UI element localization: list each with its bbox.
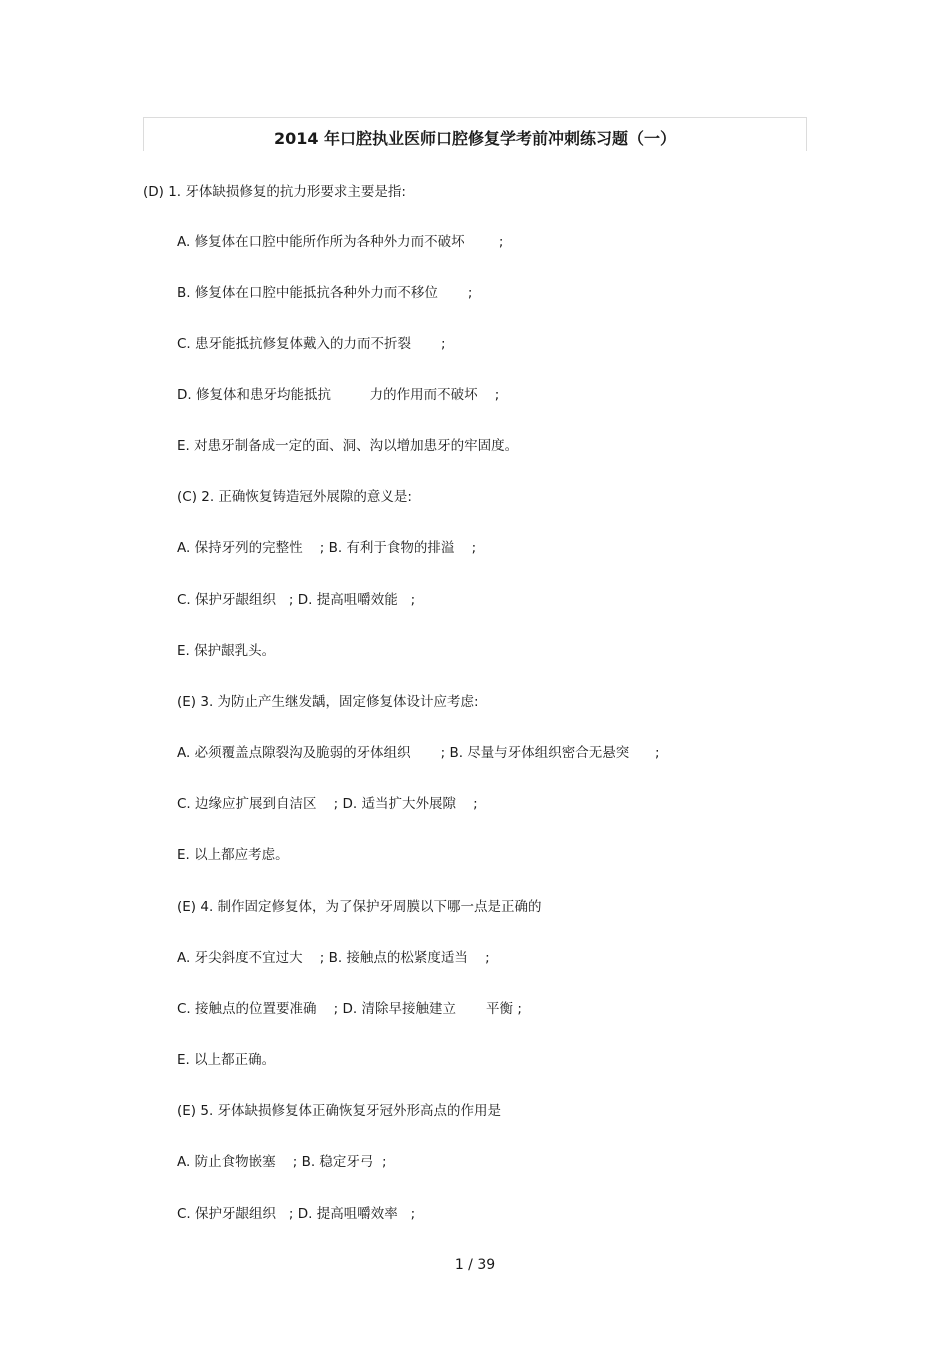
q5-options-ab: A. 防止食物嵌塞 ; B. 稳定牙弓 ; — [177, 1154, 387, 1170]
q1-option-c: C. 患牙能抵抗修复体戴入的力而不折裂 ; — [177, 336, 446, 352]
q4-option-e: E. 以上都正确。 — [177, 1052, 276, 1068]
document-title: 2014 年口腔执业医师口腔修复学考前冲刺练习题（一） — [273, 129, 677, 148]
q1-option-b: B. 修复体在口腔中能抵抗各种外力而不移位 ; — [177, 285, 473, 301]
q3-options-cd: C. 边缘应扩展到自洁区 ; D. 适当扩大外展隙 ; — [177, 796, 478, 812]
q2-option-e: E. 保护龈乳头。 — [177, 643, 276, 659]
q5-options-cd: C. 保护牙龈组织 ; D. 提高咀嚼效率 ; — [177, 1206, 416, 1222]
question-2: (C) 2. 正确恢复铸造冠外展隙的意义是: — [177, 489, 412, 505]
q1-option-d: D. 修复体和患牙均能抵抗 力的作用而不破坏 ; — [177, 387, 500, 403]
q4-options-ab: A. 牙尖斜度不宜过大 ; B. 接触点的松紧度适当 ; — [177, 950, 490, 966]
page-number: 1 / 39 — [454, 1257, 496, 1273]
question-1: (D) 1. 牙体缺损修复的抗力形要求主要是指: — [143, 184, 406, 200]
q2-options-cd: C. 保护牙龈组织 ; D. 提高咀嚼效能 ; — [177, 592, 416, 608]
q1-option-a: A. 修复体在口腔中能所作所为各种外力而不破坏 ; — [177, 234, 504, 250]
title-frame — [143, 117, 807, 151]
question-3: (E) 3. 为防止产生继发龋，固定修复体设计应考虑: — [177, 694, 479, 710]
q4-options-cd: C. 接触点的位置要准确 ; D. 清除早接触建立 平衡 ; — [177, 1001, 522, 1017]
question-4: (E) 4. 制作固定修复体，为了保护牙周膜以下哪一点是正确的 — [177, 899, 542, 915]
q1-option-e: E. 对患牙制备成一定的面、洞、沟以增加患牙的牢固度。 — [177, 438, 519, 454]
question-5: (E) 5. 牙体缺损修复体正确恢复牙冠外形高点的作用是 — [177, 1103, 502, 1119]
q3-options-ab: A. 必须覆盖点隙裂沟及脆弱的牙体组织 ; B. 尽量与牙体组织密合无悬突 ; — [177, 745, 660, 761]
q3-option-e: E. 以上都应考虑。 — [177, 847, 289, 863]
q2-options-ab: A. 保持牙列的完整性 ; B. 有利于食物的排溢 ; — [177, 540, 477, 556]
